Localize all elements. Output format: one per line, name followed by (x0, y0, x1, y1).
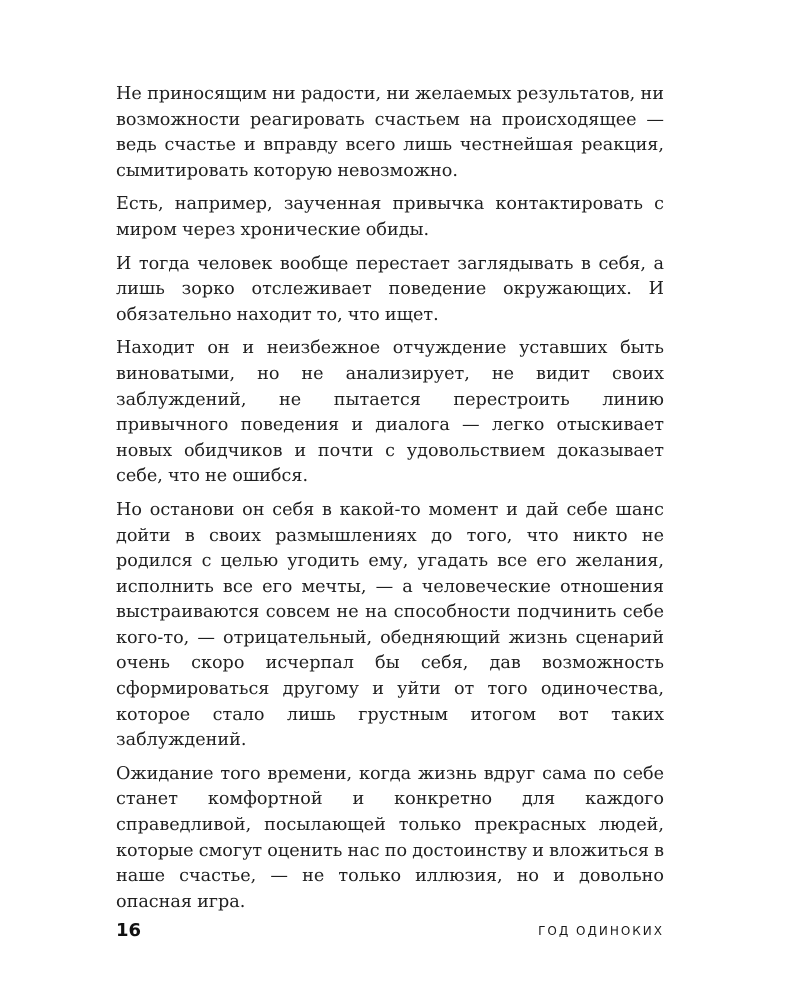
page-footer (116, 920, 664, 950)
paragraph-4: Находит он и неизбежное отчуждение уставших быть виноватыми, но не анализирует, не видит своих заблуждений, не пытается перестроить линию привычного поведения и диалога — легко отыскивает новых обидчиков и почти с удовольствием доказывает себе, что не ошибся. (116, 338, 664, 487)
paragraph-2: Есть, например, заученная привычка контактировать с миром через хронические обиды. (116, 194, 664, 240)
body-text (116, 82, 664, 923)
page-number: 16 (116, 920, 142, 941)
paragraph-6: Ожидание того времени, когда жизнь вдруг сама по себе станет комфортной и конкретно для каждого справедливой, посылающей только прекрасных людей, которые смогут оценить нас по достоинству и вложиться в наше счастье, — не только иллюзия, но и довольно опасная игра. (116, 763, 664, 912)
paragraph-3: И тогда человек вообще перестает заглядывать в себя, а лишь зорко отслеживает поведение окружающих. И обязательно находит то, что ищет. (116, 253, 664, 325)
running-title: ГОД ОДИНОКИХ (538, 924, 664, 938)
paragraph-1: Не приносящим ни радости, ни желаемых результатов, ни возможности реагировать счастьем на происходящее — ведь счастье и вправду всего лишь честнейшая реакция, сымитировать которую невозможно. (116, 84, 664, 181)
paragraph-5: Но останови он себя в какой-то момент и дай себе шанс дойти в своих размышлениях до того, что никто не родился с целью угодить ему, угадать все его желания, исполнить все его мечты, — а человеческие отношения выстраиваются совсем не на способности подчинить себе кого-то, — отрицательный, обедняющий жизнь сценарий очень скоро исчерпал бы себя, дав возможность сформироваться другому и уйти от того одиночества, которое стало лишь грустным итогом вот таких заблуждений. (116, 499, 664, 751)
